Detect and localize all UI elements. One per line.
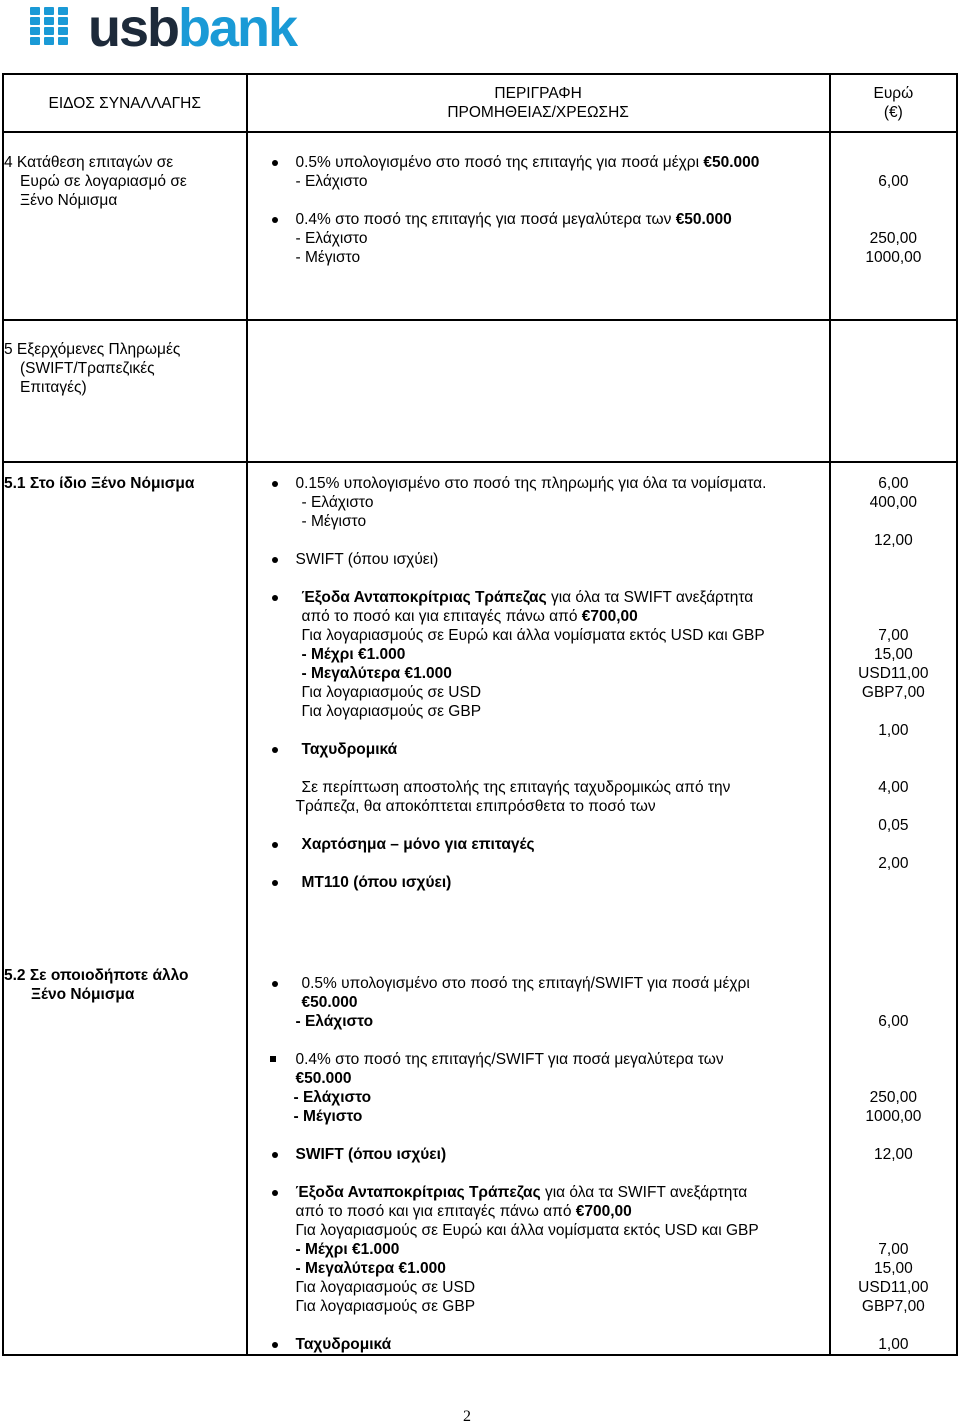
- row-amount: 6,00 400,00 12,00 7,00 15,00 USD11,00 GBP7,00 1,00 4,00 0,05 2,00: [830, 462, 957, 955]
- bullet-icon: [272, 557, 278, 563]
- fees-table: [2, 73, 958, 1356]
- bullet-icon: [272, 981, 278, 987]
- row-description: 0.5% υπολογισμένο στο ποσό της επιταγή/SWIFT για ποσά μέχρι €50.000 - Ελάχιστο 0.4% στο ποσό της επιταγής/SWIFT για ποσά μεγαλύτερα των €50.000 - Ελάχιστο - Μέγιστο SWIFT (όπου ισχύει) Έξοδα Ανταποκρίτριας Τράπεζας για όλα τα SWIFT ανεξάρτητα από το ποσό και για επιταγές πάνω από €700,00 Για λογαριασμούς σε Ευρώ και άλλα νομίσματα εκτός USD και GBP - Μέχρι €1.000 - Μεγαλύτερα €1.000 Για λογαριασμούς σε USD Για λογαριασμούς σε GBP Ταχυδρομικά: [247, 955, 830, 1355]
- table-row: [3, 132, 957, 320]
- table-row: [3, 955, 957, 1355]
- bullet-icon: [272, 1190, 278, 1196]
- table-row: [3, 462, 957, 955]
- row-description: [247, 320, 830, 462]
- logo-wordmark: usbbank: [88, 0, 297, 58]
- page-number: 2: [463, 1408, 471, 1425]
- logo-stripes-icon: [30, 3, 86, 53]
- bullet-icon: [272, 880, 278, 886]
- header-transaction-type: ΕΙΔΟΣ ΣΥΝΑΛΛΑΓΗΣ: [3, 74, 247, 132]
- bullet-icon: [272, 747, 278, 753]
- square-bullet-icon: [270, 1056, 276, 1062]
- row-category: 5.2 Σε οποιοδήποτε άλλο Ξένο Νόμισμα: [3, 955, 247, 1355]
- row-description: 0.15% υπολογισμένο στο ποσό της πληρωμής για όλα τα νομίσματα. - Ελάχιστο - Μέγιστο SWIFT (όπου ισχύει) Έξοδα Ανταποκρίτριας Τράπεζας για όλα τα SWIFT ανεξάρτητα από το ποσό και για επιταγές πάνω από €700,00 Για λογαριασμούς σε Ευρώ και άλλα νομίσματα εκτός USD και GBP - Μέχρι €1.000 - Μεγαλύτερα €1.000 Για λογαριασμούς σε USD Για λογαριασμούς σε GBP Ταχυδρομικά Σε περίπτωση αποστολής της επιταγής ταχυδρομικώς από την Τράπεζα, θα αποκόπτεται επιπρόσθετα το ποσό των Χαρτόσημα – μόνο για επιταγές ΜΤ110 (όπου ισχύει): [247, 462, 830, 955]
- bullet-icon: [272, 160, 278, 166]
- header-description: ΠΕΡΙΓΡΑΦΗ ΠΡΟΜΗΘΕΙΑΣ/ΧΡΕΩΣΗΣ: [247, 74, 830, 132]
- bullet-icon: [272, 595, 278, 601]
- table-row: [3, 320, 957, 462]
- bullet-icon: [272, 842, 278, 848]
- row-amount: 6,00 250,00 1000,00: [830, 132, 957, 320]
- usbbank-logo: [30, 0, 297, 58]
- header-amount: Ευρώ (€): [830, 74, 957, 132]
- bullet-icon: [272, 217, 278, 223]
- bullet-icon: [272, 1342, 278, 1348]
- row-amount: [830, 320, 957, 462]
- row-description: 0.5% υπολογισμένο στο ποσό της επιταγής για ποσά μέχρι €50.000 - Ελάχιστο 0.4% στο ποσό της επιταγής για ποσά μεγαλύτερα των €50.000 - Ελάχιστο - Μέγιστο: [247, 132, 830, 320]
- row-amount: 6,00 250,00 1000,00 12,00 7,00 15,00 USD11,00 GBP7,00 1,00: [830, 955, 957, 1355]
- table-header-row: [3, 74, 957, 132]
- row-category: 5.1 Στο ίδιο Ξένο Νόμισμα: [3, 462, 247, 955]
- row-category: 4 Κατάθεση επιταγών σε Ευρώ σε λογαριασμό σε Ξένο Νόμισμα: [3, 132, 247, 320]
- bullet-icon: [272, 481, 278, 487]
- row-category: 5 Εξερχόμενες Πληρωμές (SWIFT/Τραπεζικές Επιταγές): [3, 320, 247, 462]
- bullet-icon: [272, 1152, 278, 1158]
